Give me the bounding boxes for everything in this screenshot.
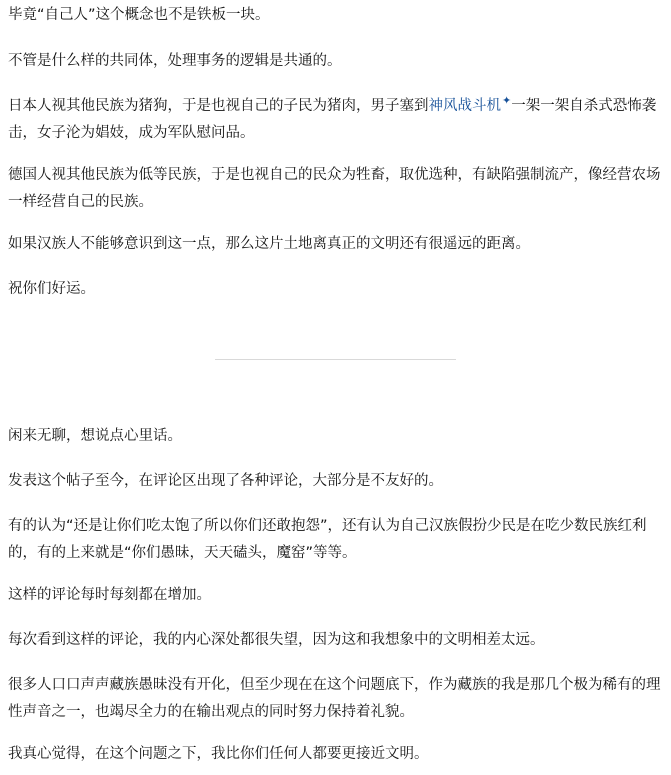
paragraph: 日本人视其他民族为猪狗，于是也视自己的子民为猪肉，男子塞到神风战斗机✦一架一架自杀式恐怖袭击，女子沦为娼妓，成为军队慰问品。 [8,94,657,141]
section-divider [215,359,456,360]
paragraph: 不管是什么样的共同体，处理事务的逻辑是共通的。 [8,53,342,69]
paragraph: 我真心觉得，在这个问题之下，我比你们任何人都要更接近文明。 [8,746,429,762]
paragraph: 每次看到这样的评论，我的内心深处都很失望，因为这和我想象中的文明相差太远。 [8,632,545,648]
paragraph: 祝你们好运。 [8,281,95,297]
paragraph: 发表这个帖子至今，在评论区出现了各种评论，大部分是不友好的。 [8,473,443,489]
paragraph-text: 日本人视其他民族为猪狗，于是也视自己的子民为猪肉，男子塞到 [8,98,429,114]
keyword-link[interactable]: 神风战斗机 [428,98,501,114]
paragraph: 毕竟“自己人”这个概念也不是铁板一块。 [8,7,270,23]
paragraph: 这样的评论每时每刻都在增加。 [8,587,211,603]
paragraph: 有的认为“还是让你们吃太饱了所以你们还敢抱怨”，还有认为自己汉族假扮少民是在吃少数民族红利的，有的上来就是“你们愚昧，天天磕头，魔窑”等等。 [8,518,647,561]
paragraph: 闲来无聊，想说点心里话。 [8,428,182,444]
paragraph: 如果汉族人不能够意识到这一点，那么这片土地离真正的文明还有很遥远的距离。 [8,236,530,252]
paragraph: 德国人视其他民族为低等民族，于是也视自己的民众为牲畜，取优选种，有缺陷强制流产，像经营农场一样经营自己的民族。 [8,167,661,210]
paragraph: 很多人口口声声藏族愚昧没有开化，但至少现在在这个问题底下，作为藏族的我是那几个极为稀有的理性声音之一，也竭尽全力的在输出观点的同时努力保持着礼貌。 [8,677,661,720]
paragraph-text: 一架一架自杀式恐怖袭击，女子沦为娼妓，成为军队慰问品。 [8,98,657,141]
